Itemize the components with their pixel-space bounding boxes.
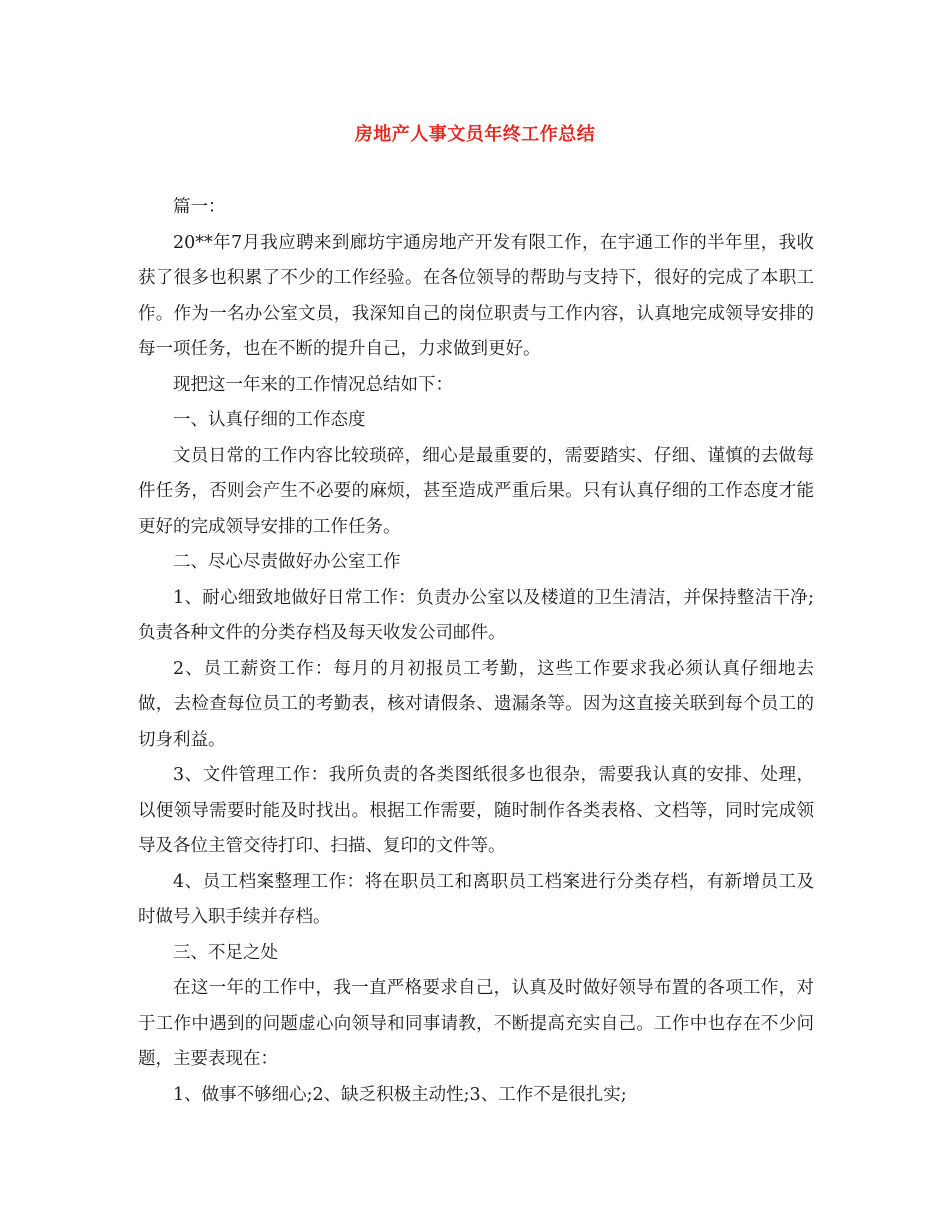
section-label: 篇一： [173,197,226,217]
body-paragraph: 2、员工薪资工作：每月的月初报员工考勤，这些工作要求我必须认真仔细地去做，去检查每位员工的考勤表，核对请假条、遗漏条等。因为这直接关联到每个员工的切身利益。 [138,658,814,750]
section-heading: 三、不足之处 [173,942,278,963]
section-heading: 一、认真仔细的工作态度 [173,410,366,430]
body-paragraph: 1、做事不够细心;2、缺乏积极主动性;3、工作不是很扎实; [173,1084,627,1105]
body-paragraph: 在这一年的工作中，我一直严格要求自己，认真及时做好领导布置的各项工作，对于工作中遇到的问题虚心向领导和同事请教，不断提高充实自己。工作中也存在不少问题，主要表现在： [138,978,814,1069]
body-paragraph: 3、文件管理工作：我所负责的各类图纸很多也很杂，需要我认真的安排、处理，以便领导需要时能及时找出。根据工作需要，随时制作各类表格、文档等，同时完成领导及各位主管交待打印、扫描、复印的文件等。 [138,765,814,856]
section-heading: 二、尽心尽责做好办公室工作 [173,552,401,572]
body-paragraph: 4、员工档案整理工作：将在职员工和离职员工档案进行分类存档，有新增员工及时做号入职手续并存档。 [138,871,814,927]
body-paragraph: 20**年7月我应聘来到廊坊宇通房地产开发有限工作，在宇通工作的半年里，我收获了很多也积累了不少的工作经验。在各位领导的帮助与支持下，很好的完成了本职工作。作为一名办公室文员，我深知自己的岗位职责与工作内容，认真地完成领导安排的每一项任务，也在不断的提升自己，力求做到更好。 [138,232,814,359]
body-paragraph: 现把这一年来的工作情况总结如下： [173,374,453,395]
body-paragraph: 1、耐心细致地做好日常工作：负责办公室以及楼道的卫生清洁，并保持整洁干净;负责各种文件的分类存档及每天收发公司邮件。 [138,587,814,643]
body-paragraph: 文员日常的工作内容比较琐碎，细心是最重要的，需要踏实、仔细、谨慎的去做每件任务，否则会产生不必要的麻烦，甚至造成严重后果。只有认真仔细的工作态度才能更好的完成领导安排的工作任务。 [138,445,814,537]
document-body [138,190,814,1113]
document-title: 房地产人事文员年终工作总结 [354,124,596,145]
